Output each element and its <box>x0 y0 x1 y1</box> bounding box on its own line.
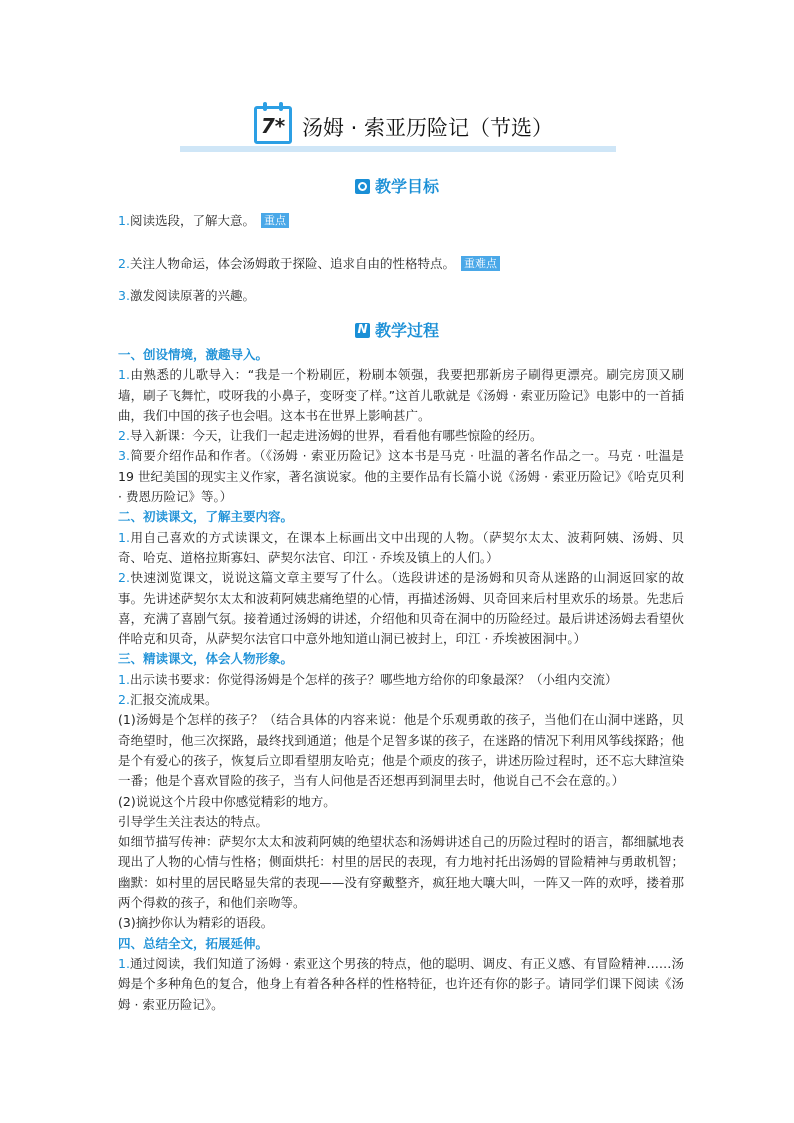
part-heading: 三、精读课文，体会人物形象。 <box>118 651 294 667</box>
part-heading: 二、初读课文，了解主要内容。 <box>118 509 294 525</box>
paragraph: (3)摘抄你认为精彩的语段。 <box>118 915 274 931</box>
difficult-point-tag: 重难点 <box>461 256 500 271</box>
paragraph: 1.用自己喜欢的方式读课文，在课本上标画出文中出现的人物。（萨契尔太太、波莉阿姨、汤姆、贝奇、哈克、道格拉斯寡妇、萨契尔法官、印江 · 乔埃及镇上的人们。） <box>118 529 684 565</box>
target-icon <box>355 179 370 194</box>
goal-item: 2.关注人物命运，体会汤姆敢于探险、追求自由的性格特点。 重难点 <box>118 254 500 272</box>
key-point-tag: 重点 <box>261 213 289 228</box>
goal-item: 3.激发阅读原著的兴趣。 <box>118 288 255 303</box>
paragraph: 1.通过阅读，我们知道了汤姆 · 索亚这个男孩的特点，他的聪明、调皮、有正义感、有冒险精神……汤姆是个多种角色的复合，他身上有着各种各样的性格特征，也许还有你的影子。请同学们课下阅读《汤姆 · 索亚历险记》。 <box>118 955 684 1012</box>
lesson-number: 7* <box>260 114 286 138</box>
paragraph: (2)说说这个片段中你感觉精彩的地方。 <box>118 793 336 809</box>
paragraph: 引导学生关注表达的特点。 <box>118 813 269 829</box>
paragraph: 2.汇报交流成果。 <box>118 692 218 708</box>
paragraph: 2.快速浏览课文，说说这篇文章主要写了什么。（选段讲述的是汤姆和贝奇从迷路的山洞返回家的故事。先讲述萨契尔太太和波莉阿姨悲痛绝望的心情，再描述汤姆、贝奇回来后村里欢乐的场景。先悲后喜，充满了喜剧气氛。接着通过汤姆的讲述，介绍他和贝奇在洞中的历险经过。最后讲述汤姆去看望伙伴哈克和贝奇，从萨契尔法官口中意外地知道山洞已被封上，印江 · 乔埃被困洞中。） <box>118 570 684 647</box>
process-heading: N教学过程 <box>0 318 794 341</box>
process-icon <box>355 323 370 338</box>
paragraph: (1)汤姆是个怎样的孩子？（结合具体的内容来说：他是个乐观勇敢的孩子，当他们在山洞中迷路，贝奇绝望时，他三次探路，最终找到通道；他是个足智多谋的孩子，在迷路的情况下利用风筝线探路；他是个有爱心的孩子，恢复后立即看望朋友哈克；他是个顽皮的孩子，讲述历险过程时，还不忘大肆渲染一番；他是个喜欢冒险的孩子，当有人问他是否还想再到洞里去时，他说自己不会在意的。） <box>118 712 684 789</box>
goals-heading: 教学目标 <box>0 174 794 197</box>
paragraph: 1.出示读书要求：你觉得汤姆是个怎样的孩子？哪些地方给你的印象最深？（小组内交流） <box>118 671 618 687</box>
part-heading: 四、总结全文，拓展延伸。 <box>118 935 269 951</box>
title-underline <box>180 146 616 152</box>
paragraph: 如细节描写传神：萨契尔太太和波莉阿姨的绝望状态和汤姆讲述自己的历险过程时的语言，都细腻地表现出了人物的心情与性格；侧面烘托：村里的居民的表现，有力地衬托出汤姆的冒险精神与勇敢机智；幽默：如村里的居民略显失常的表现——没有穿戴整齐，疯狂地大嚷大叫，一阵又一阵的欢呼，搂着那两个得救的孩子，和他们亲吻等。 <box>118 834 684 911</box>
goal-item: 1.阅读选段，了解大意。 重点 <box>118 211 289 229</box>
paragraph: 2.导入新课：今天，让我们一起走进汤姆的世界，看看他有哪些惊险的经历。 <box>118 428 543 444</box>
process-body <box>118 345 684 1015</box>
paragraph: 3.简要介绍作品和作者。（《汤姆 · 索亚历险记》这本书是马克 · 吐温的著名作品之一。马克 · 吐温是 19 世纪美国的现实主义作家，著名演说家。他的主要作品有长篇小说《汤姆 · 索亚历险记》《哈克贝利 · 费恩历险记》等。） <box>118 448 684 505</box>
calendar-icon <box>254 106 292 144</box>
part-heading: 一、创设情境，激趣导入。 <box>118 347 269 362</box>
page-title: 汤姆 · 索亚历险记（节选） <box>302 116 554 140</box>
paragraph: 1.由熟悉的儿歌导入：“我是一个粉刷匠，粉刷本领强，我要把那新房子刷得更漂亮。刷完房顶又刷墙，刷子飞舞忙，哎呀我的小鼻子，变呀变了样。”这首儿歌就是《汤姆 · 索亚历险记》电影中的一首插曲，我们中国的孩子也会唱。这本书在世界上影响甚广。 <box>118 367 684 423</box>
title-banner <box>180 106 616 152</box>
